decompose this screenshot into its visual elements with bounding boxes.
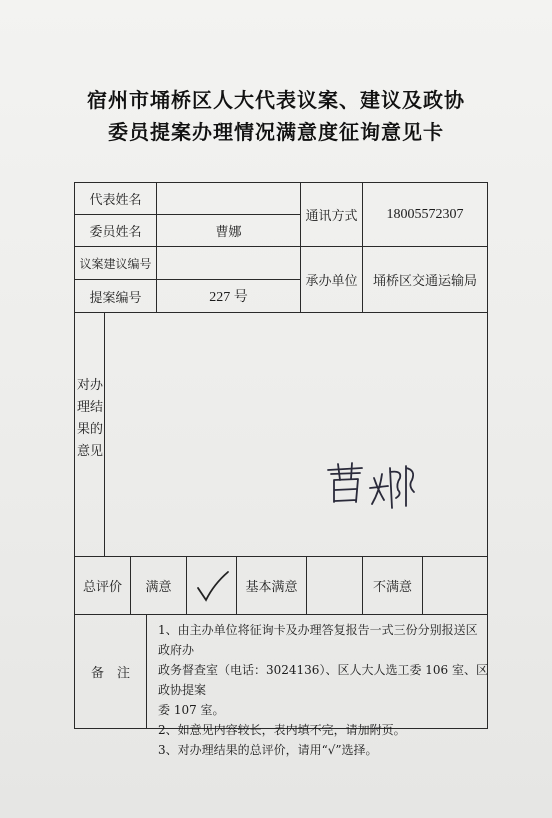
- rep-name-label: 代表姓名: [89, 193, 142, 208]
- remark-item: 政务督查室（电话：3024136）、区人大人选工委 106 室、区政协提案: [158, 663, 488, 697]
- rep-name-value: [157, 183, 300, 214]
- proposal-number-value: 227 号: [209, 290, 248, 305]
- option-satisfied-checkbox[interactable]: [187, 557, 236, 614]
- contact-value: 18005572307: [386, 206, 464, 222]
- proposal-number-label: 提案编号: [89, 290, 142, 306]
- member-name-value: 曹娜: [215, 225, 242, 240]
- opinion-label-line-2: 理结: [76, 400, 103, 415]
- remark-item: 3、对办理结果的总评价，请用“√”选择。: [158, 743, 378, 757]
- option-basic-checkbox[interactable]: [307, 557, 362, 614]
- option-satisfied-label: 满意: [145, 580, 172, 595]
- check-mark-icon: [192, 568, 232, 604]
- member-name-label: 委员姓名: [89, 225, 142, 240]
- remarks-notes: [158, 620, 488, 760]
- evaluation-label: 总评价: [82, 580, 122, 595]
- motion-number-label: 议案建议编号: [79, 256, 152, 271]
- opinion-label-line-3: 果的: [76, 422, 103, 437]
- option-unsatisfied-label: 不满意: [372, 580, 412, 595]
- handwritten-signature: [322, 460, 418, 512]
- motion-number-value: [157, 247, 300, 279]
- remark-item: 2、如意见内容较长，表内填不完，请加附页。: [158, 723, 406, 737]
- option-unsatisfied-checkbox[interactable]: [423, 557, 487, 614]
- undertaking-unit-label: 承办单位: [305, 274, 358, 289]
- contact-label: 通讯方式: [305, 209, 358, 224]
- remark-item: 1、由主办单位将征询卡及办理答复报告一式三份分别报送区政府办: [158, 623, 478, 657]
- opinion-label: [76, 375, 104, 463]
- option-basic-label: 基本满意: [245, 580, 298, 595]
- title-line-2: 委员提案办理情况满意度征询意见卡: [108, 120, 444, 144]
- undertaking-unit-value: 埇桥区交通运输局: [372, 274, 477, 289]
- remarks-label: 备 注: [90, 666, 130, 681]
- opinion-label-line-1: 对办: [76, 378, 103, 393]
- remark-item: 委 107 室。: [158, 703, 225, 717]
- title-line-1: 宿州市埇桥区人大代表议案、建议及政协: [87, 88, 465, 112]
- opinion-label-line-4: 意见: [76, 444, 103, 459]
